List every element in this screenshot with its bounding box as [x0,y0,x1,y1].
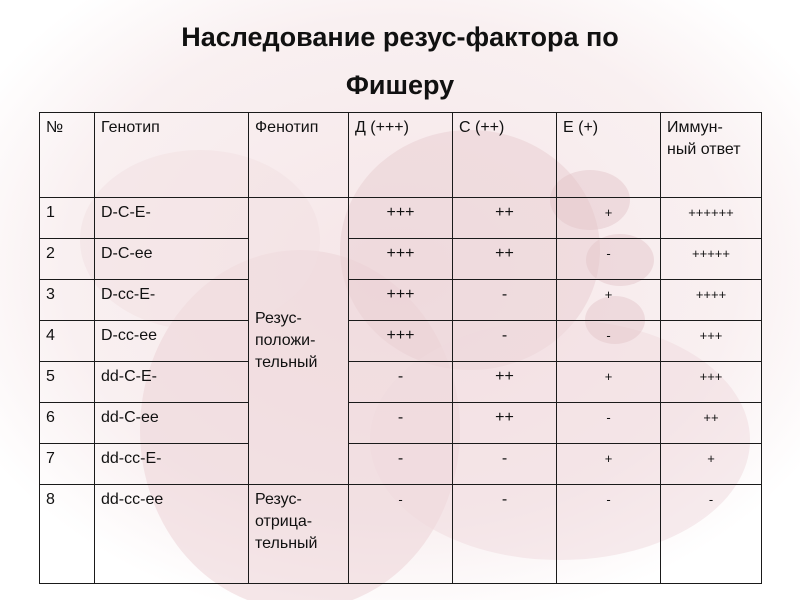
cell-immune: ++ [661,403,762,444]
page-title: Наследование резус-фактора по [181,22,619,52]
cell-c: - [453,321,557,362]
table-row [40,444,762,485]
cell-e: - [557,485,661,584]
cell-num: 1 [40,198,95,239]
cell-num: 8 [40,485,95,584]
cell-immune: +++ [661,321,762,362]
table-row [40,198,762,239]
table-row [40,362,762,403]
cell-e: - [557,321,661,362]
cell-e: + [557,362,661,403]
cell-phenotype-positive: Резус-положи-тельный [249,198,349,485]
cell-c: ++ [453,403,557,444]
cell-phenotype-negative: Резус-отрица-тельный [249,485,349,584]
cell-num: 3 [40,280,95,321]
table-row [40,280,762,321]
cell-genotype: D-cc-E- [95,280,249,321]
cell-d: +++ [349,198,453,239]
cell-c: ++ [453,239,557,280]
table-row [40,321,762,362]
header-genotype: Генотип [95,113,249,198]
cell-d: - [349,485,453,584]
header-c: С (++) [453,113,557,198]
cell-d: - [349,403,453,444]
cell-d: +++ [349,321,453,362]
cell-genotype: D-C-E- [95,198,249,239]
cell-d: - [349,444,453,485]
cell-immune: +++ [661,362,762,403]
cell-genotype: D-C-ee [95,239,249,280]
cell-num: 6 [40,403,95,444]
table-row [40,485,762,584]
cell-d: +++ [349,239,453,280]
cell-genotype: dd-cc-ee [95,485,249,584]
cell-e: + [557,198,661,239]
cell-immune: +++++ [661,239,762,280]
cell-c: - [453,444,557,485]
header-d: Д (+++) [349,113,453,198]
cell-e: - [557,403,661,444]
cell-num: 5 [40,362,95,403]
cell-num: 7 [40,444,95,485]
cell-e: - [557,239,661,280]
cell-genotype: dd-C-ee [95,403,249,444]
cell-d: - [349,362,453,403]
cell-genotype: dd-C-E- [95,362,249,403]
cell-num: 4 [40,321,95,362]
cell-immune: - [661,485,762,584]
cell-genotype: D-cc-ee [95,321,249,362]
header-phenotype: Фенотип [249,113,349,198]
cell-d: +++ [349,280,453,321]
cell-genotype: dd-cc-E- [95,444,249,485]
table-header-row [40,113,762,198]
header-immune: Иммун-ный ответ [661,113,762,198]
cell-immune: ++++ [661,280,762,321]
cell-e: + [557,280,661,321]
cell-c: - [453,280,557,321]
inheritance-table [39,112,762,584]
header-e: Е (+) [557,113,661,198]
cell-immune: ++++++ [661,198,762,239]
table-row [40,239,762,280]
cell-c: - [453,485,557,584]
cell-c: ++ [453,198,557,239]
cell-num: 2 [40,239,95,280]
cell-e: + [557,444,661,485]
page-title-line2: Фишеру [345,70,455,100]
cell-immune: + [661,444,762,485]
table-row [40,403,762,444]
header-num: № [40,113,95,198]
cell-c: ++ [453,362,557,403]
